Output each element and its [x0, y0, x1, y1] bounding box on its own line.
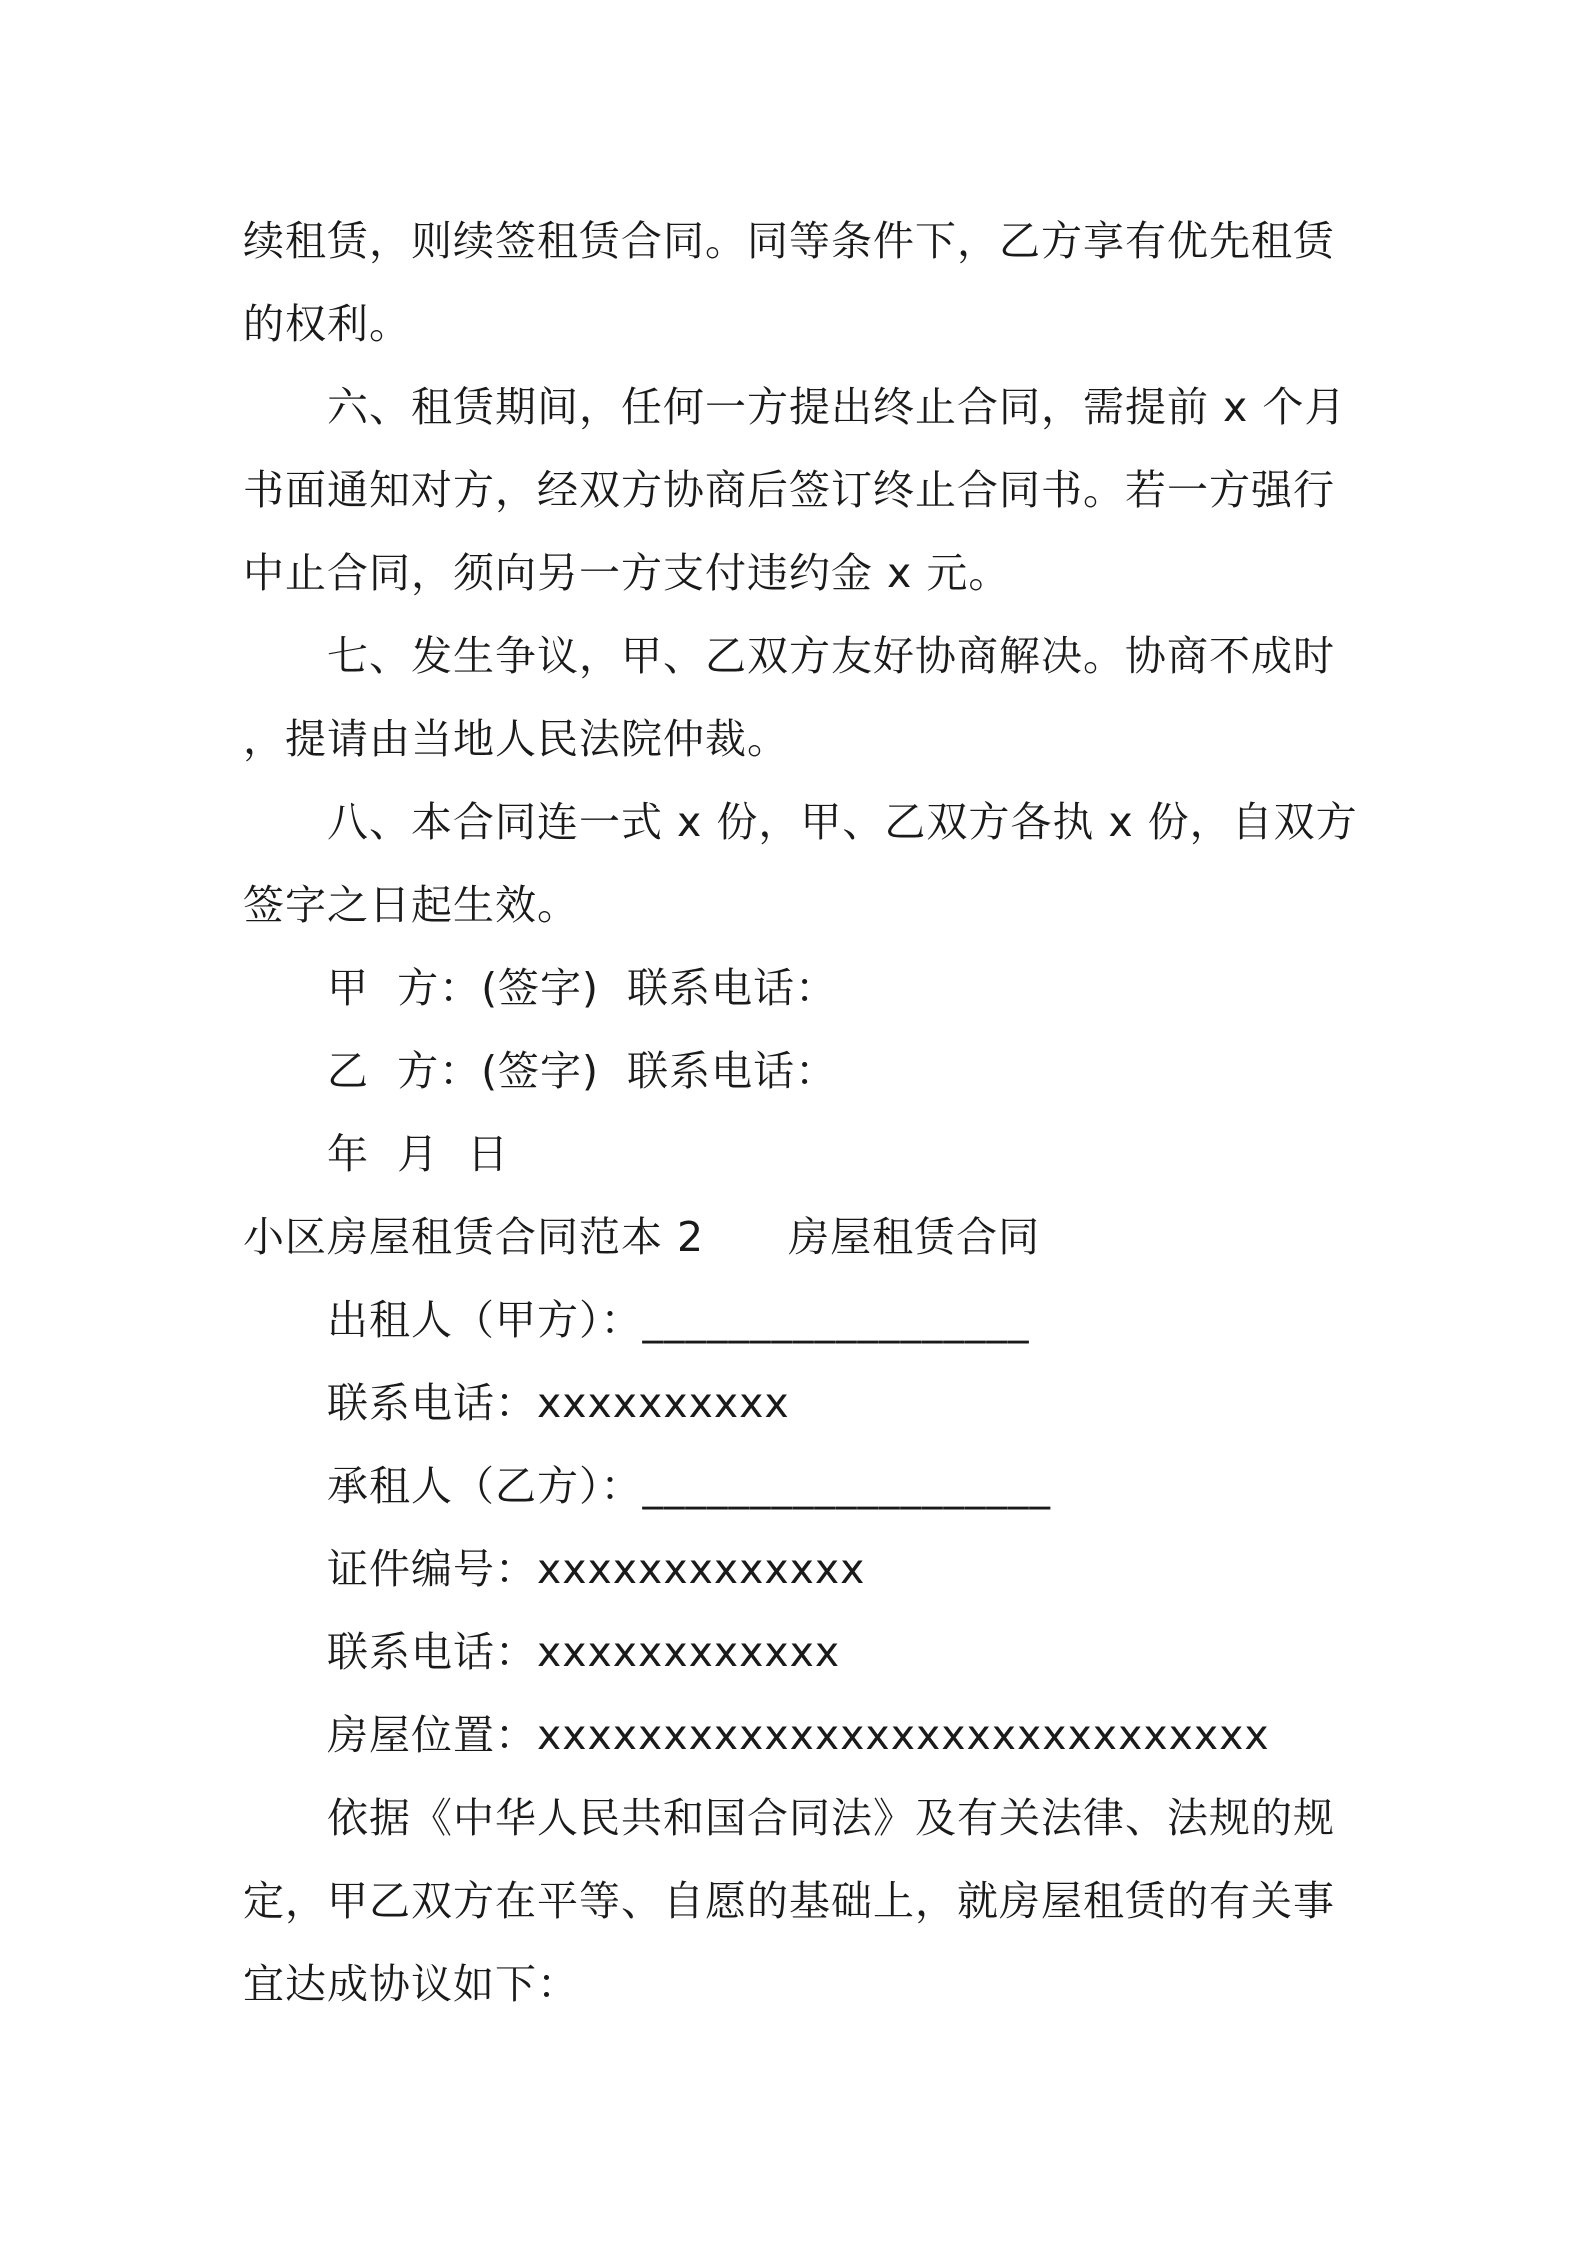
contract-heading-left: 小区房屋租赁合同范本 2 — [243, 1213, 705, 1261]
closing-line: 定，甲乙双方在平等、自愿的基础上，就房屋租赁的有关事 — [243, 1877, 1335, 1925]
body-line: ，提请由当地人民法院仲裁。 — [243, 715, 789, 763]
lessor-phone-field: 联系电话：xxxxxxxxxx — [327, 1379, 790, 1427]
lessor-field: 出租人（甲方）：__________________ — [327, 1296, 1030, 1344]
clause-six: 六、租赁期间，任何一方提出终止合同，需提前 x 个月 — [327, 383, 1347, 431]
document-page — [243, 200, 1358, 2026]
body-line: 续租赁，则续签租赁合同。同等条件下，乙方享有优先租赁 — [243, 217, 1335, 265]
contract-heading-right: 房屋租赁合同 — [788, 1213, 1041, 1261]
body-line: 中止合同，须向另一方支付违约金 x 元。 — [243, 549, 1011, 597]
body-line: 签字之日起生效。 — [243, 881, 579, 929]
lessee-phone-field: 联系电话：xxxxxxxxxxxx — [327, 1628, 841, 1676]
body-line: 书面通知对方，经双方协商后签订终止合同书。若一方强行 — [243, 466, 1335, 514]
id-number-field: 证件编号：xxxxxxxxxxxxx — [327, 1545, 866, 1593]
closing-line: 宜达成协议如下： — [243, 1960, 579, 2008]
signature-date: 年 月 日 — [327, 1130, 510, 1178]
lessee-field: 承租人（乙方）：___________________ — [327, 1462, 1051, 1510]
contract-heading — [243, 1196, 1353, 1279]
closing-line: 依据《中华人民共和国合同法》及有关法律、法规的规 — [327, 1794, 1335, 1842]
party-b-signature: 乙 方：(签字) 联系电话： — [327, 1047, 838, 1095]
clause-eight: 八、本合同连一式 x 份，甲、乙双方各执 x 份，自双方 — [327, 798, 1358, 846]
party-a-signature: 甲 方：(签字) 联系电话： — [327, 964, 838, 1012]
property-location-field: 房屋位置：xxxxxxxxxxxxxxxxxxxxxxxxxxxxx — [327, 1711, 1270, 1759]
clause-seven: 七、发生争议，甲、乙双方友好协商解决。协商不成时 — [327, 632, 1335, 680]
body-line: 的权利。 — [243, 300, 411, 348]
